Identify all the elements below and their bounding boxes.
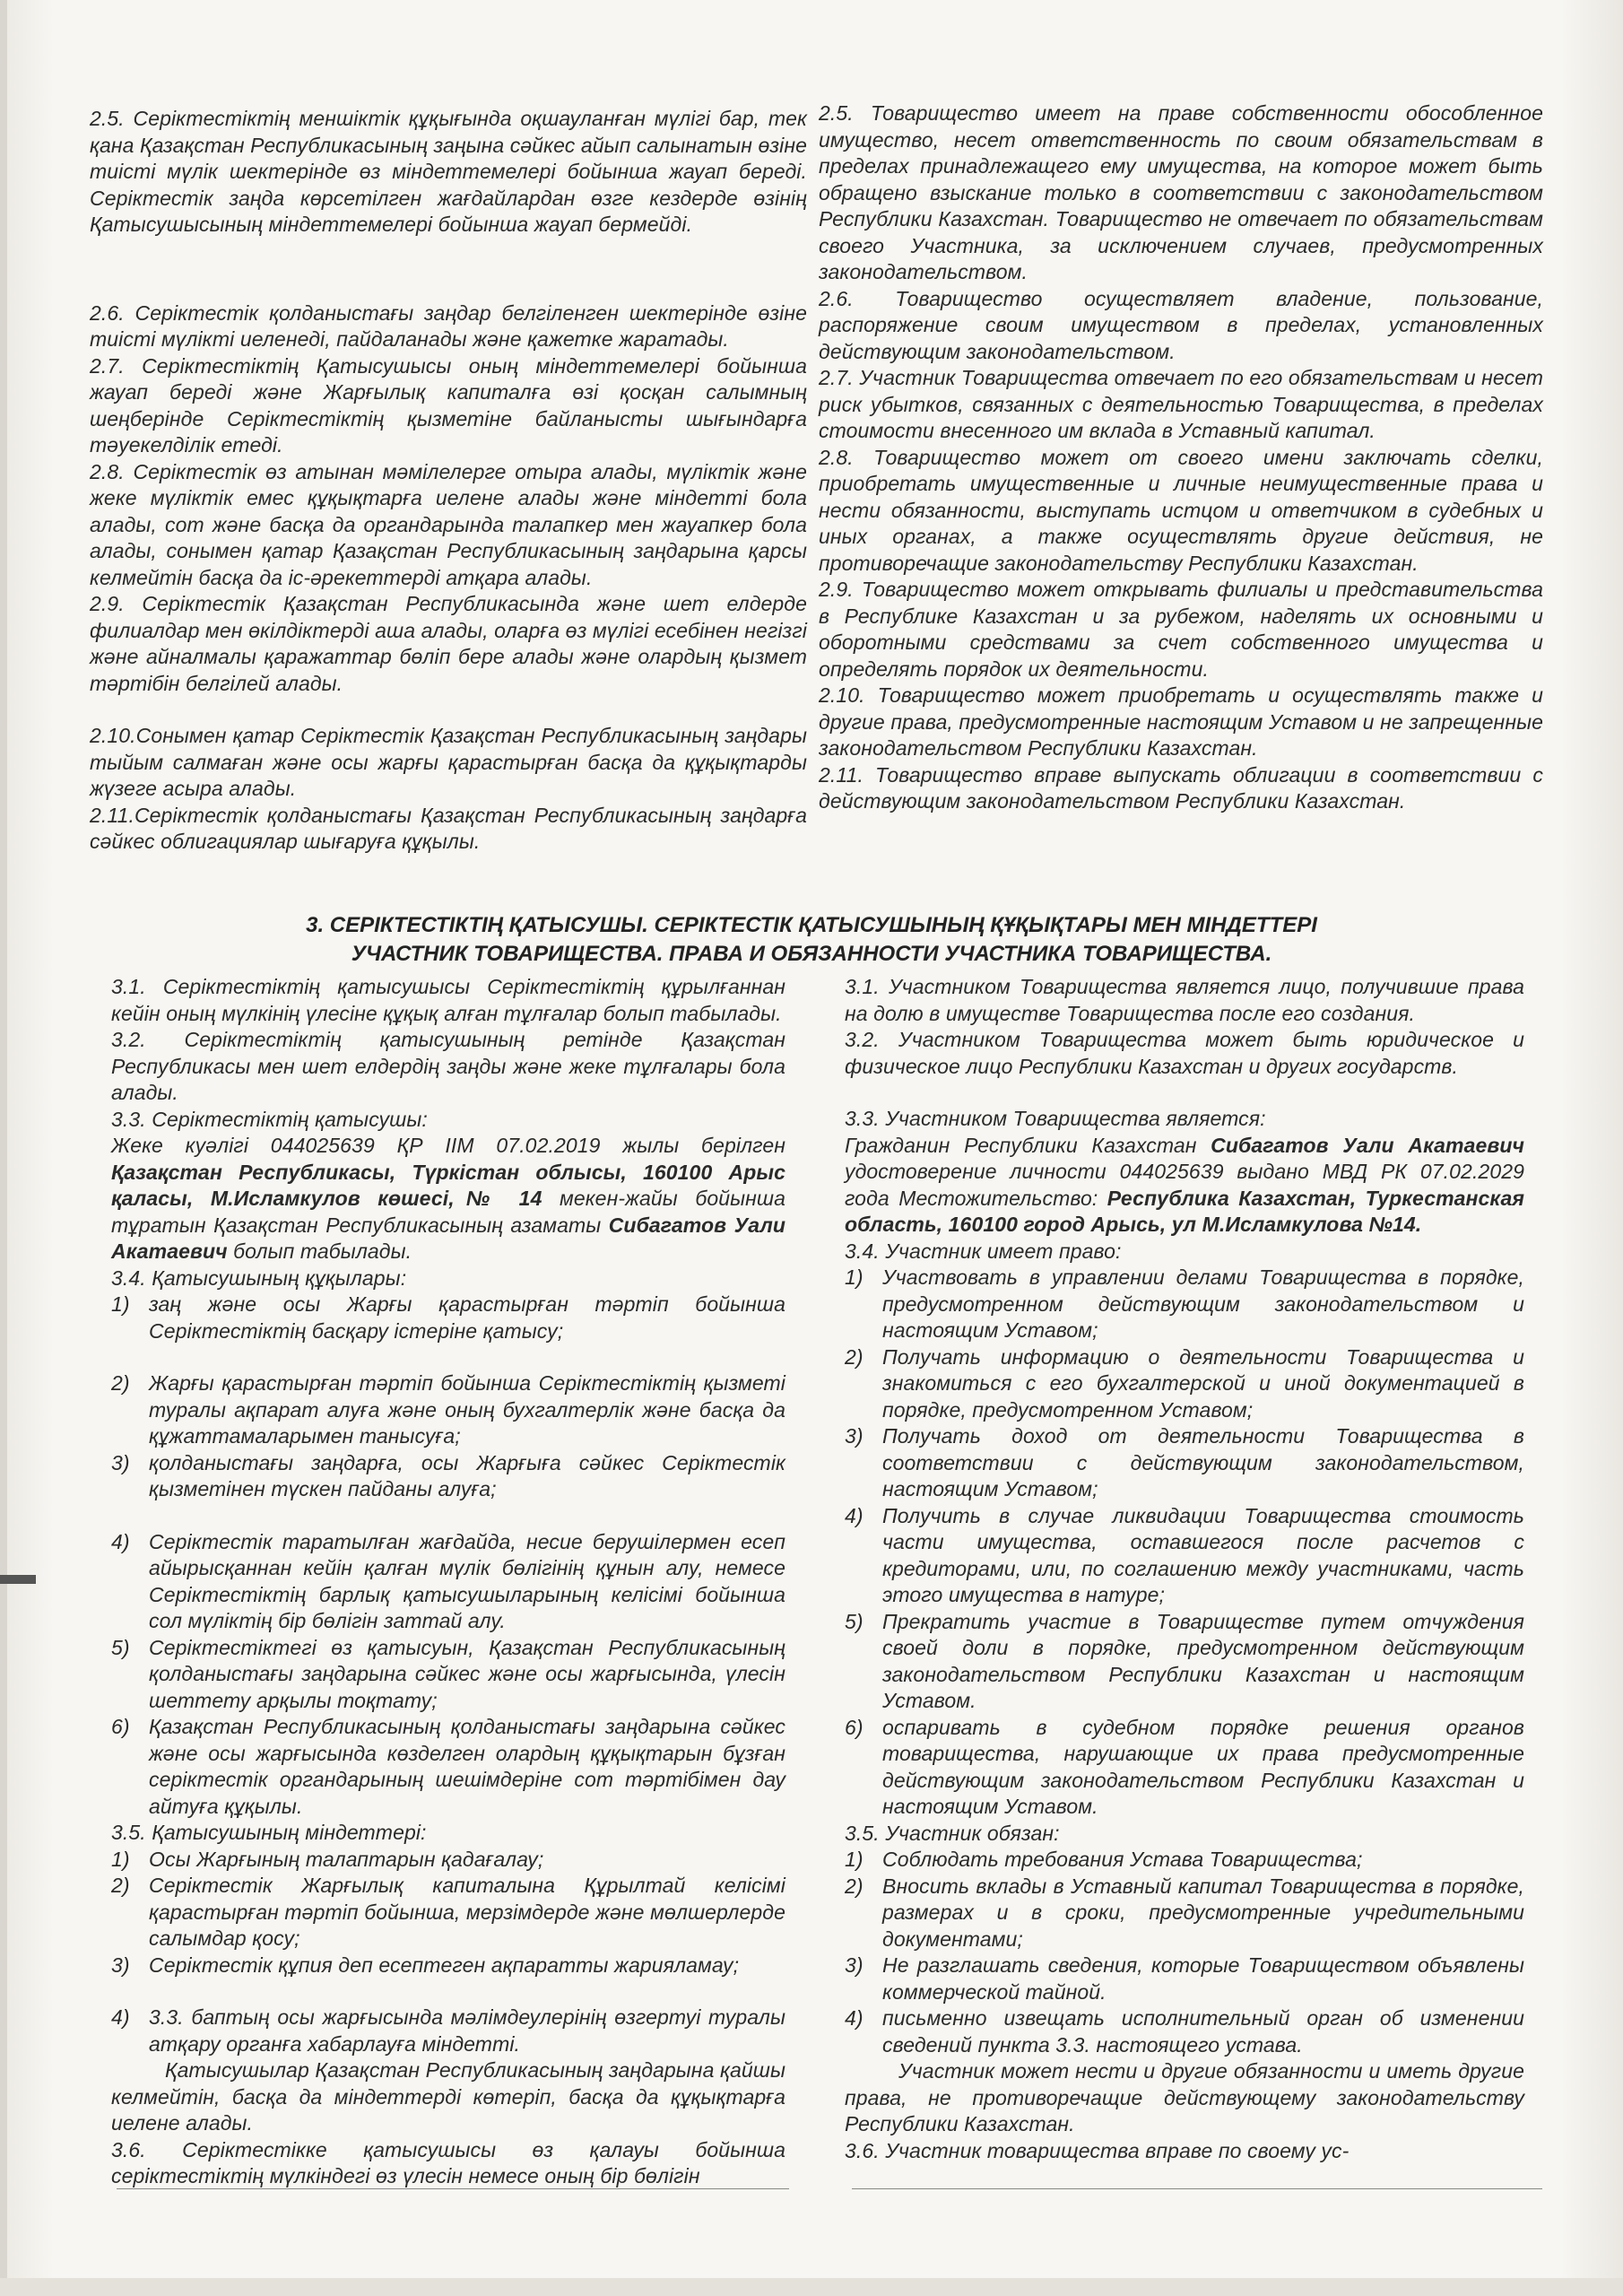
heading-kazakh: 3. СЕРІКТЕСТІКТІҢ ҚАТЫСУШЫ. СЕРІКТЕСТІК ҚАТЫСУШЫНЫҢ ҚҰҚЫҚТАРЫ МЕН МІНДЕТТЕРІ bbox=[306, 913, 1317, 937]
item-number: 2) bbox=[845, 1344, 864, 1369]
item-text: Соблюдать требования Устава Товарищества; bbox=[882, 1848, 1363, 1871]
section-3-heading bbox=[108, 911, 1515, 969]
para-2-9-kz: 2.9. Серіктестік Қазақстан Республикасында және шет елдерде филиалдар мен өкілдіктерді аша алады, оларға өз мүлігі есебінен негізгі және айналмалы қаражаттар бөліп бере алады және олардың қызмет тәртібін белгілей алады. bbox=[90, 592, 807, 695]
item-text: Получать информацию о деятельности Товарищества и знакомиться с его бухгалтерской и иной документацией в порядке, предусмотренном Уставом; bbox=[882, 1344, 1524, 1422]
item-text: Не разглашать сведения, которые Товариществом объявлены коммерческой тайной. bbox=[882, 1953, 1524, 2004]
list-item bbox=[845, 2005, 1524, 2058]
item-text: қолданыстағы заңдарға, осы Жарғыға сәйкес Серіктестік қызметінен түскен пайданы алуға; bbox=[149, 1450, 785, 1500]
para-3-5-tail-ru: Участник может нести и другие обязанности и иметь другие права, не противоречащие действующему законодательству Республики Казахстан. bbox=[845, 2059, 1524, 2135]
section-3-kazakh bbox=[111, 974, 785, 2190]
item-text: Серіктестік таратылған жағдайда, несие берушілермен есеп айырысқаннан кейін қалған мүлік бөлігінің құнын алу, немесе Серіктестіктің барлық қатысушыларының келісімі бойынша сол мүліктің бір бөлігін заттай алу. bbox=[149, 1529, 785, 1632]
para-3-5-head-ru: 3.5. Участник обязан: bbox=[845, 1821, 1060, 1845]
item-text: заң және осы Жарғы қарастырған тәртіп бойынша Серіктестіктің басқару істеріне қатысу; bbox=[149, 1292, 785, 1343]
item-number: 1) bbox=[845, 1265, 864, 1289]
list-item bbox=[845, 1715, 1524, 1821]
list-item bbox=[111, 1847, 785, 1874]
item-text: Серіктестік Жарғылық капиталына Құрылтай келісімі қарастырған тәртіп бойынша, мерзімдерде және мөлшерлерде салымдар қосу; bbox=[149, 1874, 785, 1950]
para-2-10-kz: 2.10.Сонымен қатар Серіктестік Қазақстан Республикасының заңдары тыйым салмаған және осы жарғы қарастырған басқа да құқықтарды жүзеге асыра алады. bbox=[90, 724, 807, 800]
divider-left bbox=[117, 2188, 789, 2189]
list-item bbox=[845, 1344, 1524, 1424]
para-3-6-ru: 3.6. Участник товарищества вправе по своему ус- bbox=[845, 2138, 1350, 2162]
item-text: 3.3. баптың осы жарғысында мәлімдеулерінің өзгертуі туралы атқару органға хабарлауға міндетті. bbox=[149, 2005, 785, 2056]
para-3-3-head-kz: 3.3. Серіктестіктің қатысушы: bbox=[111, 1107, 428, 1131]
para-2-7-ru: 2.7. Участник Товарищества отвечает по его обязательствам и несет риск убытков, связанных с деятельностью Товарищества, в пределах стоимости внесенного им вклада в Уставный капитал. bbox=[819, 366, 1543, 442]
para-3-4-head-kz: 3.4. Қатысушының құқылары: bbox=[111, 1265, 407, 1290]
closing-text: болып табылады. bbox=[227, 1239, 412, 1263]
item-number: 1) bbox=[111, 1847, 130, 1871]
participant-name: Сибагатов Уали Акатаевич bbox=[111, 1213, 785, 1263]
item-number: 2) bbox=[845, 1874, 864, 1898]
para-3-4-head-ru: 3.4. Участник имеет право: bbox=[845, 1239, 1122, 1263]
section-2-kazakh bbox=[90, 106, 807, 856]
item-number: 4) bbox=[111, 2005, 130, 2029]
item-number: 5) bbox=[845, 1609, 864, 1633]
list-item bbox=[845, 1847, 1524, 1874]
para-3-1-kz: 3.1. Серіктестіктің қатысушысы Серіктестіктің құрылғаннан кейін оның мүлкінің үлесіне құқық алған тұлғалар болып табылады. bbox=[111, 975, 785, 1025]
scan-bottom-edge bbox=[0, 2278, 1623, 2296]
para-3-3-head-ru: 3.3. Участником Товарищества является: bbox=[845, 1107, 1266, 1130]
item-number: 6) bbox=[111, 1715, 130, 1738]
item-number: 5) bbox=[111, 1635, 130, 1659]
address-text: Республика Казахстан, Туркестанская область, 160100 город Арысь, ул М.Исламкулова №14. bbox=[845, 1186, 1524, 1236]
para-3-1-ru: 3.1. Участником Товарищества является лицо, получившие права на долю в имуществе Товарищества после его создания. bbox=[845, 975, 1524, 1025]
list-item bbox=[111, 1529, 785, 1635]
item-number: 2) bbox=[111, 1371, 130, 1395]
item-number: 6) bbox=[845, 1715, 864, 1739]
para-2-8-ru: 2.8. Товарищество может от своего имени заключать сделки, приобретать имущественные и личные неимущественные права и нести обязанности, выступать истцом и ответчиком в судебных и иных органах, а также осуществлять другие действия, не противоречащие законодательству Республики Казахстан. bbox=[819, 445, 1543, 575]
para-3-2-kz: 3.2. Серіктестіктің қатысушының ретінде Қазақстан Республикасы мен шет елдердің заңды және жеке тұлғалары бола алады. bbox=[111, 1028, 785, 1104]
para-2-11-ru: 2.11. Товарищество вправе выпускать облигации в соответствии с действующим законодательством Республики Казахстан. bbox=[819, 762, 1543, 813]
para-3-6-kz: 3.6. Серіктестікке қатысушысы өз қалауы бойынша серіктестіктің мүлкіндегі өз үлесін немесе оның бір бөлігін bbox=[111, 2137, 785, 2187]
address-text: Қазақстан Республикасы, Түркістан облысы, 160100 Арыс қаласы, М.Исламкулов көшесі,№ 14 bbox=[111, 1160, 785, 1210]
list-item bbox=[845, 1609, 1524, 1715]
list-item bbox=[111, 1450, 785, 1503]
item-text: Прекратить участие в Товариществе путем отчуждения своей доли в порядке, предусмотренном действующим законодательством Республики Казахстан и настоящим Уставом. bbox=[882, 1609, 1524, 1712]
id-text: Жеке куәлігі 044025639 ҚР ІІМ 07.02.2019 жылы берілген bbox=[111, 1134, 785, 1157]
scan-mark bbox=[0, 1575, 36, 1584]
para-2-7-kz: 2.7. Серіктестіктің Қатысушысы оның міндеттемелері бойынша жауап береді және Жарғылық капиталға өзі қосқан салымның шеңберінде Серіктестіктің қызметіне байланысты шығындарға тәуекелділік етеді. bbox=[90, 353, 807, 457]
list-item bbox=[111, 1952, 785, 1979]
item-number: 3) bbox=[111, 1952, 130, 1977]
list-item bbox=[845, 1952, 1524, 2005]
item-text: Вносить вклады в Уставный капитал Товарищества в порядке, размерах и в сроки, предусмотренные учредительными документами; bbox=[882, 1874, 1524, 1951]
list-item bbox=[111, 1292, 785, 1344]
item-number: 3) bbox=[845, 1424, 864, 1448]
para-3-5-tail-kz: Қатысушылар Қазақстан Республикасының заңдарына қайшы келмейтін, басқа да міндеттерді көтеріп, басқа да құқықтарға иелене алады. bbox=[111, 2058, 785, 2135]
list-item bbox=[111, 2005, 785, 2057]
para-2-10-ru: 2.10. Товарищество может приобретать и осуществлять также и другие права, предусмотренные настоящим Уставом и не запрещенные законодательством Республики Казахстан. bbox=[819, 683, 1543, 760]
list-item bbox=[111, 1873, 785, 1952]
item-number: 1) bbox=[845, 1848, 864, 1871]
id-text: удостоверение личности 044025639 выдано МВД РК 07.02.2029 года Местожительство: bbox=[845, 1160, 1524, 1210]
para-3-2-ru: 3.2. Участником Товарищества может быть юридическое и физическое лицо Республики Казахстан и других государств. bbox=[845, 1028, 1524, 1078]
section-2-russian bbox=[819, 100, 1543, 815]
divider-right bbox=[852, 2188, 1542, 2189]
para-2-11-kz: 2.11.Серіктестік қолданыстағы Қазақстан Республикасының заңдарға сәйкес облигациялар шығаруға құқылы. bbox=[90, 803, 807, 853]
list-item bbox=[111, 1635, 785, 1715]
para-2-8-kz: 2.8. Серіктестік өз атынан мәмілелерге отыра алады, мүліктік және жеке мүліктік емес құқықтарға иелене алады және міндетті бола алады, сот және басқа да органдарында талапкер мен жауапкер бола алады, сонымен қатар Қазақстан Республикасының заңдарына қарсы келмейтін басқа да іс-әрекеттерді атқара алады. bbox=[90, 459, 807, 589]
item-text: Қазақстан Республикасының қолданыстағы заңдарына сәйкес және осы жарғысында көзделген олардың құқықтарын бұзған серіктестік органдарының шешімдеріне сот тәртібімен дау айтуға құқылы. bbox=[149, 1715, 785, 1818]
item-text: Осы Жарғының талаптарын қадағалау; bbox=[149, 1847, 544, 1871]
para-2-6-ru: 2.6. Товарищество осуществляет владение, пользование, распоряжение своим имуществом в пределах, установленных действующим законодательством. bbox=[819, 286, 1543, 363]
heading-russian: УЧАСТНИК ТОВАРИЩЕСТВА. ПРАВА И ОБЯЗАННОСТИ УЧАСТНИКА ТОВАРИЩЕСТВА. bbox=[351, 942, 1272, 966]
item-text: Участвовать в управлении делами Товарищества в порядке, предусмотренном действующим законодательством и настоящим Уставом; bbox=[882, 1265, 1524, 1342]
item-text: Жарғы қарастырған тәртіп бойынша Серіктестіктің қызметі туралы ақпарат алуға және оның бухгалтерлік және басқа да құжаттамаларымен танысуға; bbox=[149, 1371, 785, 1448]
list-item bbox=[845, 1423, 1524, 1503]
scan-edge bbox=[0, 0, 7, 2296]
item-number: 3) bbox=[845, 1953, 864, 1977]
list-item bbox=[845, 1874, 1524, 1953]
para-3-3-body-kz bbox=[111, 1133, 785, 1265]
item-number: 4) bbox=[111, 1529, 130, 1553]
para-2-5-kz: 2.5. Серіктестіктің меншіктік құқығында оқшауланған мүлігі бар, тек қана Қазақстан Республикасының заңына сәйкес айып салынатын өзіне тиісті мүлік шектерінде өз міндеттемелері бойынша жауап береді. Серіктестік заңда көрсетілген жағдайлардан өзге кездерде өзінің Қатысушысының міндеттемелері бойынша жауап бермейді. bbox=[90, 107, 807, 236]
list-item bbox=[845, 1503, 1524, 1609]
item-text: Получать доход от деятельности Товарищества в соответствии с действующим законодательством, настоящим Уставом; bbox=[882, 1424, 1524, 1500]
citizen-text: Гражданин Республики Казахстан bbox=[845, 1133, 1211, 1157]
item-text: Серіктестік құпия деп есептеген ақпаратты жарияламау; bbox=[149, 1952, 740, 1977]
item-text: оспаривать в судебном порядке решения органов товарищества, нарушающие их права предусмотренные действующим законодательством Республики Казахстан и настоящим Уставом. bbox=[882, 1715, 1524, 1818]
item-text: письменно извещать исполнительный орган об изменении сведений пункта 3.3. настоящего устава. bbox=[882, 2006, 1524, 2057]
list-item bbox=[111, 1714, 785, 1820]
residence-text: мекен-жайы бойынша тұратын Қазақстан Республикасының азаматы bbox=[111, 1187, 786, 1237]
item-text: Серіктестіктегі өз қатысуын, Қазақстан Республикасының қолданыстағы заңдарына сәйкес және осы жарғысында, үлесін шеттету арқылы тоқтату; bbox=[149, 1635, 785, 1712]
para-2-9-ru: 2.9. Товарищество может открывать филиалы и представительства в Республике Казахстан и за рубежом, наделять их основными и оборотными средствами за счет собственного имущества и определять порядок их деятельности. bbox=[819, 578, 1543, 681]
para-3-3-body-ru bbox=[845, 1133, 1524, 1239]
section-3-russian bbox=[845, 974, 1524, 2164]
list-item bbox=[111, 1370, 785, 1450]
para-2-6-kz: 2.6. Серіктестік қолданыстағы заңдар белгіленген шектерінде өзіне тиісті мүлікті иеленеді, пайдаланады және қажетке жаратады. bbox=[90, 300, 807, 351]
item-number: 2) bbox=[111, 1874, 130, 1897]
item-number: 4) bbox=[845, 2006, 864, 2030]
participant-name: Сибагатов Уали Акатаевич bbox=[1211, 1133, 1524, 1157]
item-text: Получить в случае ликвидации Товарищества стоимость части имущества, оставшегося после расчетов с кредиторами, или, по соглашению между участниками, часть этого имущества в натуре; bbox=[882, 1503, 1524, 1606]
item-number: 3) bbox=[111, 1450, 130, 1474]
para-3-5-head-kz: 3.5. Қатысушының міндеттері: bbox=[111, 1821, 427, 1844]
para-2-5-ru: 2.5. Товарищество имеет на праве собственности обособленное имущество, несет ответственность по своим обязательствам в пределах принадлежащего ему имущества, на которое может быть обращено взыскание только в соответствии с законодательством Республики Казахстан. Товарищество не отвечает по обязательствам своего Участника, за исключением случаев, предусмотренных законодательством. bbox=[819, 101, 1543, 283]
item-number: 4) bbox=[845, 1503, 864, 1527]
item-number: 1) bbox=[111, 1292, 130, 1316]
list-item bbox=[845, 1265, 1524, 1344]
